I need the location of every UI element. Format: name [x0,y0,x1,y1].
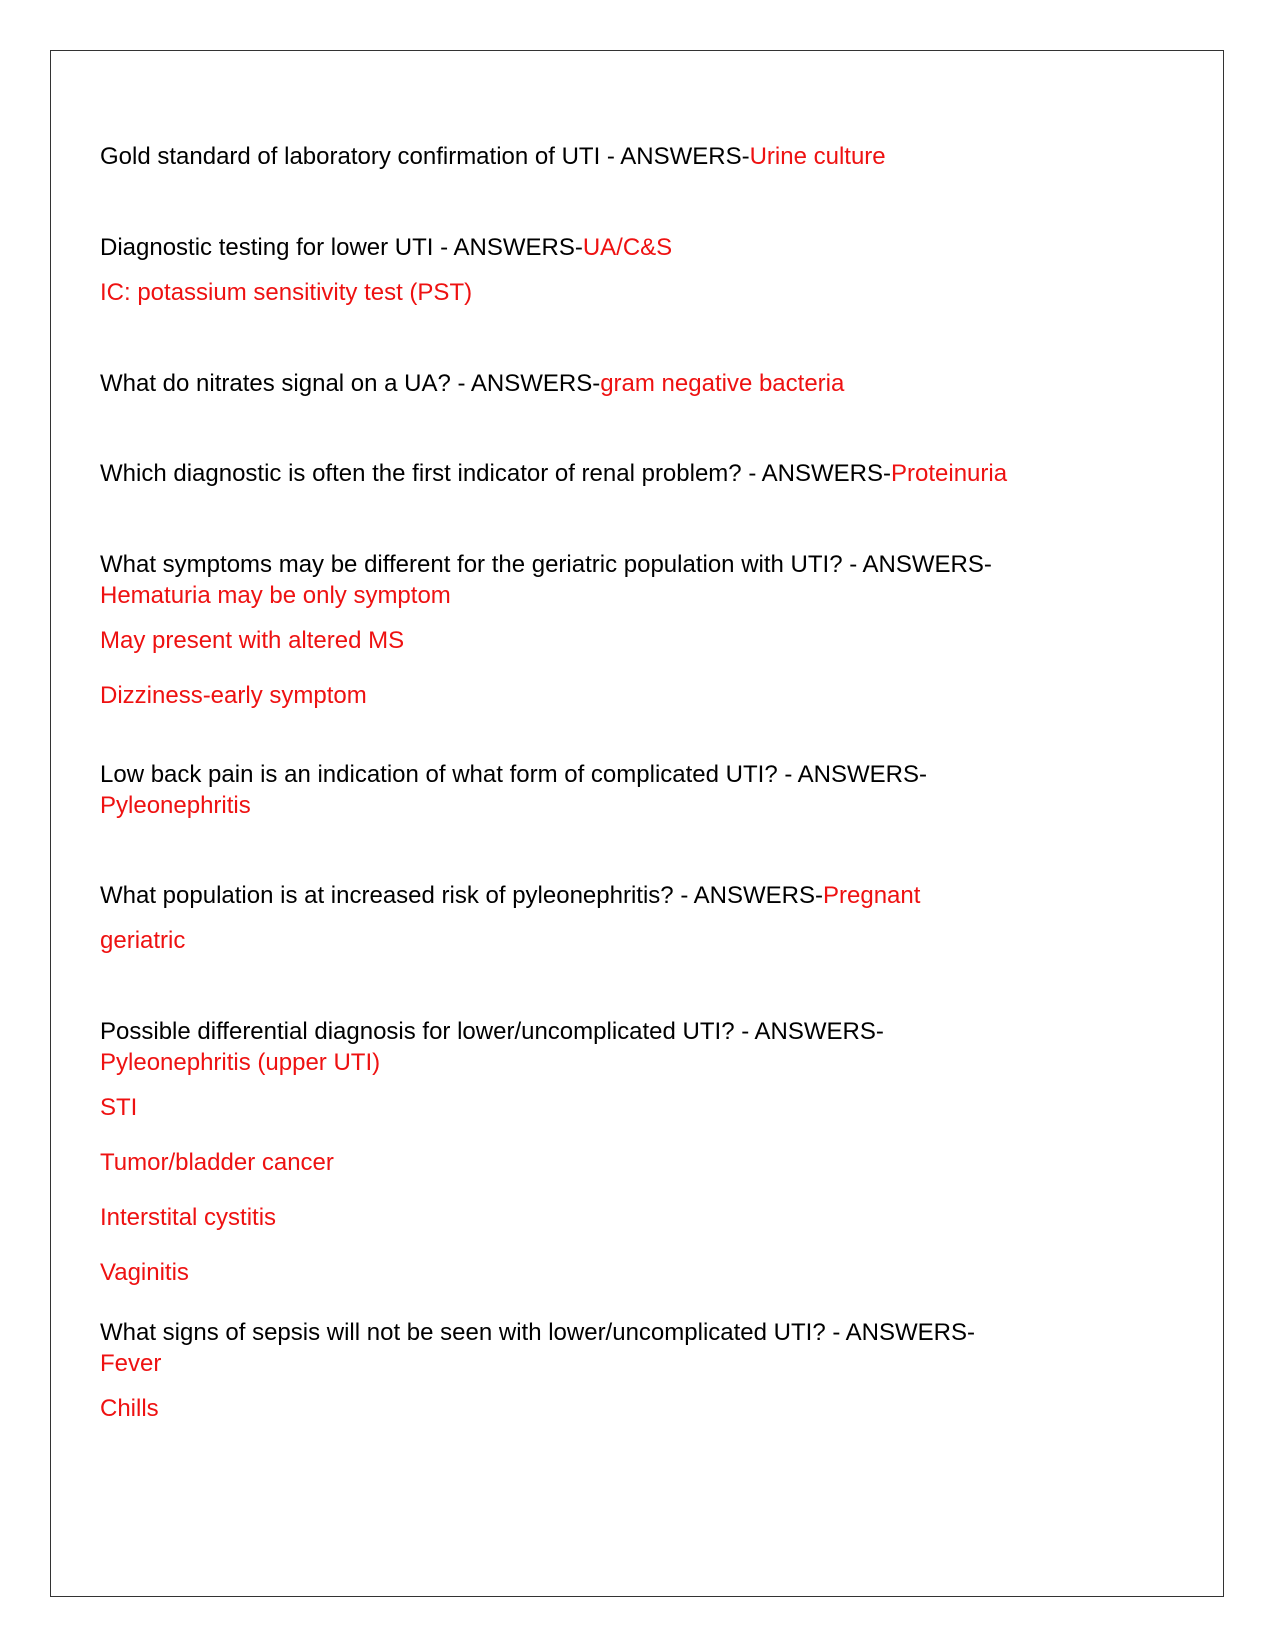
answers-separator: - ANSWERS- [825,1319,976,1346]
answer-text: gram negative bacteria [600,370,845,397]
qa-item [100,141,886,172]
answers-separator: - ANSWERS- [450,370,601,397]
answer-extra-line: Interstital cystitis [100,1204,277,1231]
question-line [100,232,672,263]
answer-extra-line: Chills [100,1395,159,1422]
question-line [100,549,992,580]
question-line [100,1317,975,1348]
qa-item [100,1016,884,1312]
answer-text: Proteinuria [891,460,1008,487]
question-line [100,368,844,399]
question-text: Which diagnostic is often the first indicator of renal problem? [100,460,742,487]
question-line [100,1016,884,1047]
answer-extra-line: STI [100,1094,138,1121]
answer-text: Pregnant [823,882,921,909]
answer-extra-line: May present with altered MS [100,627,405,654]
answer-text: Pyleonephritis [100,792,251,819]
question-text: What symptoms may be different for the geriatric population with UTI? [100,551,843,578]
answer-text: UA/C&S [582,234,673,261]
answer-text: Fever [100,1350,162,1377]
question-text: Gold standard of laboratory confirmation of UTI [100,143,601,170]
answer-extra-line: IC: potassium sensitivity test (PST) [100,279,473,306]
answers-separator: - ANSWERS- [600,143,750,170]
question-text: What signs of sepsis will not be seen with lower/uncomplicated UTI? [100,1319,826,1346]
answer-extra-line: geriatric [100,927,186,954]
question-text: Low back pain is an indication of what form of complicated UTI? [100,761,778,788]
question-line [100,141,886,172]
answer-text: Pyleonephritis (upper UTI) [100,1049,381,1076]
qa-item [100,232,672,332]
answers-separator: - ANSWERS- [842,551,992,578]
answers-separator: - ANSWERS- [433,234,583,261]
qa-item [100,1317,975,1448]
question-line [100,759,927,790]
qa-item [100,759,927,821]
question-text: What population is at increased risk of pyleonephritis? [100,882,674,909]
qa-item [100,549,992,735]
question-text: Possible differential diagnosis for lower/uncomplicated UTI? [100,1018,735,1045]
answer-text: Urine culture [749,143,886,170]
question-line [100,458,1007,489]
question-text: What do nitrates signal on a UA? [100,370,451,397]
answer-extra-line: Dizziness-early symptom [100,682,367,709]
answer-text: Hematuria may be only symptom [100,582,451,609]
answer-extra-line: Vaginitis [100,1259,189,1286]
answer-extra-line: Tumor/bladder cancer [100,1149,334,1176]
answers-separator: - ANSWERS- [777,761,928,788]
answers-separator: - ANSWERS- [734,1018,884,1045]
question-text: Diagnostic testing for lower UTI [100,234,434,261]
qa-item [100,368,844,399]
qa-item [100,880,920,980]
answers-separator: - ANSWERS- [673,882,823,909]
answers-separator: - ANSWERS- [741,460,891,487]
qa-item [100,458,1007,489]
question-line [100,880,920,911]
